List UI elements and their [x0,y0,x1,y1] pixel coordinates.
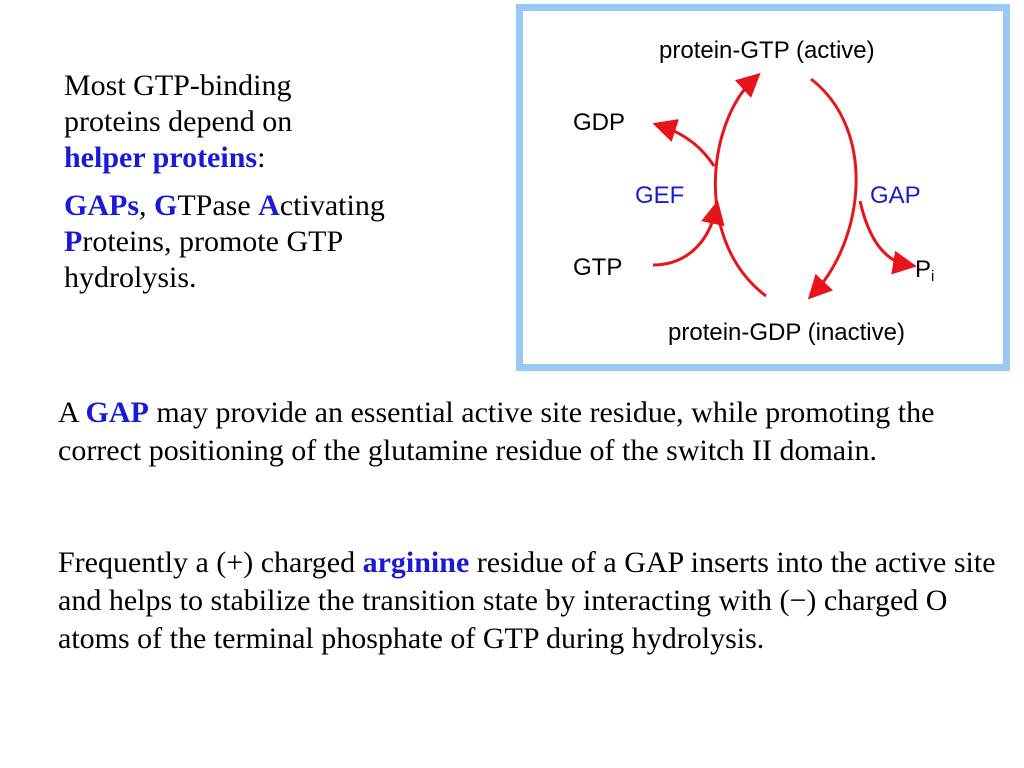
gtp-label: GTP [573,254,623,281]
arginine-term: arginine [362,546,470,579]
protein-gdp-label: protein-GDP (inactive) [668,319,905,346]
acronym-letter-a: A [258,189,280,222]
intro-line-2: proteins depend on [64,105,293,138]
gap-label: GAP [870,182,921,209]
gap-inactivation-arc [811,79,856,293]
pi-subscript: i [931,268,935,285]
pi-main: P [915,256,932,283]
pi-release-arrow [860,201,908,265]
para2-start: Frequently a (+) charged [58,546,356,579]
hydrolysis-word: hydrolysis. [64,261,197,294]
pi-label [915,256,934,291]
para1-rest: may provide an essential active site residue, while promoting the correct positioning of the glutamine residue of the switch II domain. [58,396,935,467]
acronym-letter-g: G [154,189,178,222]
gtpase-rest: TPase [177,189,251,222]
gaps-definition [64,188,504,296]
activating-rest: ctivating [279,189,385,222]
para2-rest: residue of a GAP inserts into the active site and helps to stabilize the transition state by interacting with (−) charged O atoms of the terminal phosphate of GTP during hydrolysis. [58,546,996,655]
gdp-label: GDP [573,109,626,136]
gdp-release-arrow [661,126,714,166]
intro-colon: : [257,141,266,174]
protein-gtp-label: protein-GTP (active) [659,37,875,64]
gaps-comma: , [139,189,147,222]
intro-helper-statement [64,68,504,176]
arginine-paragraph [58,544,1008,658]
gtpase-cycle-diagram [516,4,1010,371]
gaps-term: GAPs [64,189,139,222]
proteins-rest: roteins, promote GTP [82,225,344,258]
gap-term: GAP [85,396,149,429]
gef-label: GEF [635,182,685,209]
gef-activation-arc [715,79,766,296]
gap-role-paragraph [58,394,1008,470]
para1-article: A [58,396,79,429]
gtp-binding-arrow [653,209,716,265]
intro-line-1: Most GTP-binding [64,69,292,102]
helper-proteins-term: helper proteins [64,141,258,174]
acronym-letter-p: P [64,225,83,258]
intro-text [64,68,504,296]
